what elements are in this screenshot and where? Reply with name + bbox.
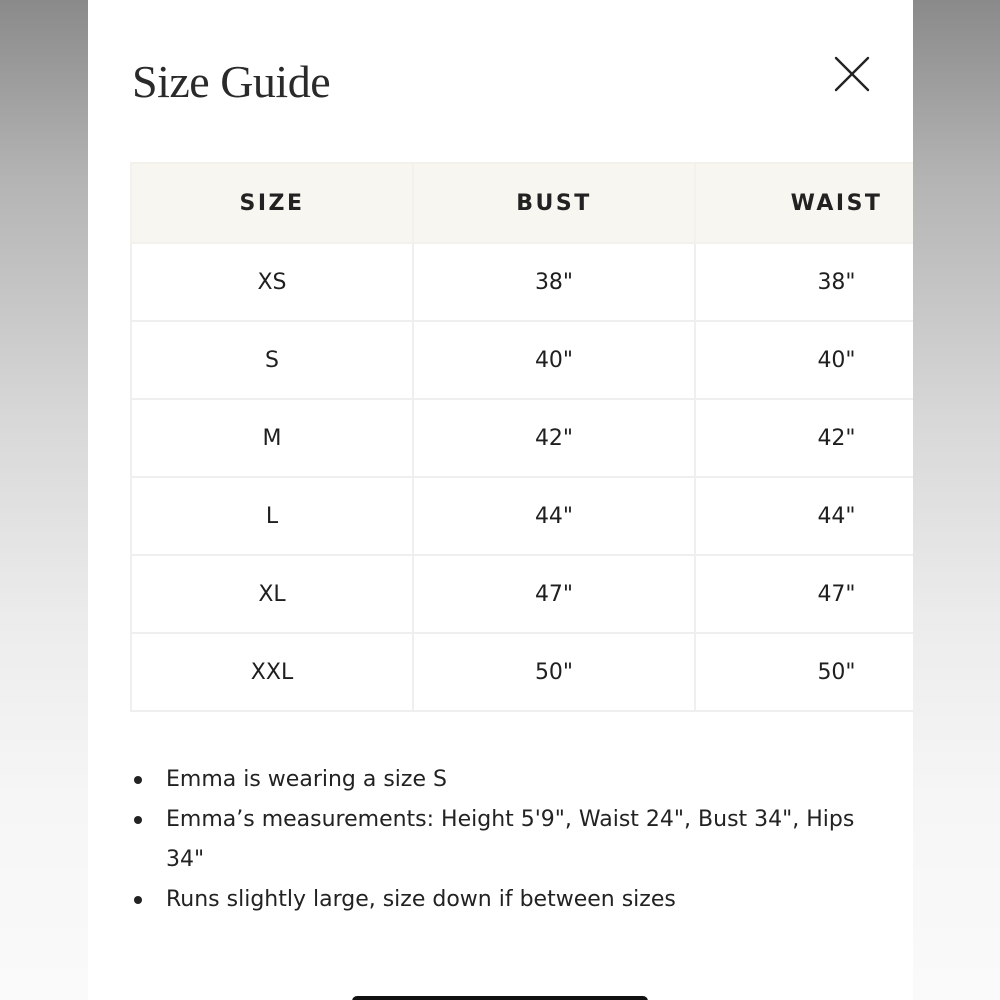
list-item [130,880,890,920]
bust-cell: 38" [413,243,695,321]
table-row [131,399,913,477]
table-header-row [131,163,913,243]
size-cell: M [131,399,413,477]
bullet-icon [134,776,142,784]
bust-cell: 40" [413,321,695,399]
column-header-size: SIZE [131,163,413,243]
modal-title: Size Guide [132,56,331,107]
bust-cell: 47" [413,555,695,633]
column-header-waist: WAIST [695,163,913,243]
table-row [131,633,913,711]
waist-cell: 42" [695,399,913,477]
waist-cell: 50" [695,633,913,711]
home-indicator[interactable] [352,996,648,1000]
cut-off-heading [136,0,316,4]
size-cell: XXL [131,633,413,711]
size-table [130,162,913,712]
table-row [131,555,913,633]
bust-cell: 50" [413,633,695,711]
waist-cell: 38" [695,243,913,321]
waist-cell: 47" [695,555,913,633]
size-cell: L [131,477,413,555]
column-header-bust: BUST [413,163,695,243]
size-cell: S [131,321,413,399]
list-item [130,760,890,800]
bullet-icon [134,816,142,824]
size-cell: XS [131,243,413,321]
table-row [131,477,913,555]
bust-cell: 44" [413,477,695,555]
close-button[interactable] [830,52,874,96]
fit-notes-list [130,760,890,920]
bullet-icon [134,896,142,904]
table-row [131,321,913,399]
size-guide-modal [88,0,913,1000]
fit-note-text: Emma’s measurements: Height 5'9", Waist 24", Bust 34", Hips 34" [166,807,855,872]
list-item [130,800,890,880]
fit-note-text: Runs slightly large, size down if between sizes [166,887,676,912]
fit-note-text: Emma is wearing a size S [166,767,447,792]
size-cell: XL [131,555,413,633]
bust-cell: 42" [413,399,695,477]
close-icon [830,52,874,96]
waist-cell: 44" [695,477,913,555]
waist-cell: 40" [695,321,913,399]
table-row [131,243,913,321]
